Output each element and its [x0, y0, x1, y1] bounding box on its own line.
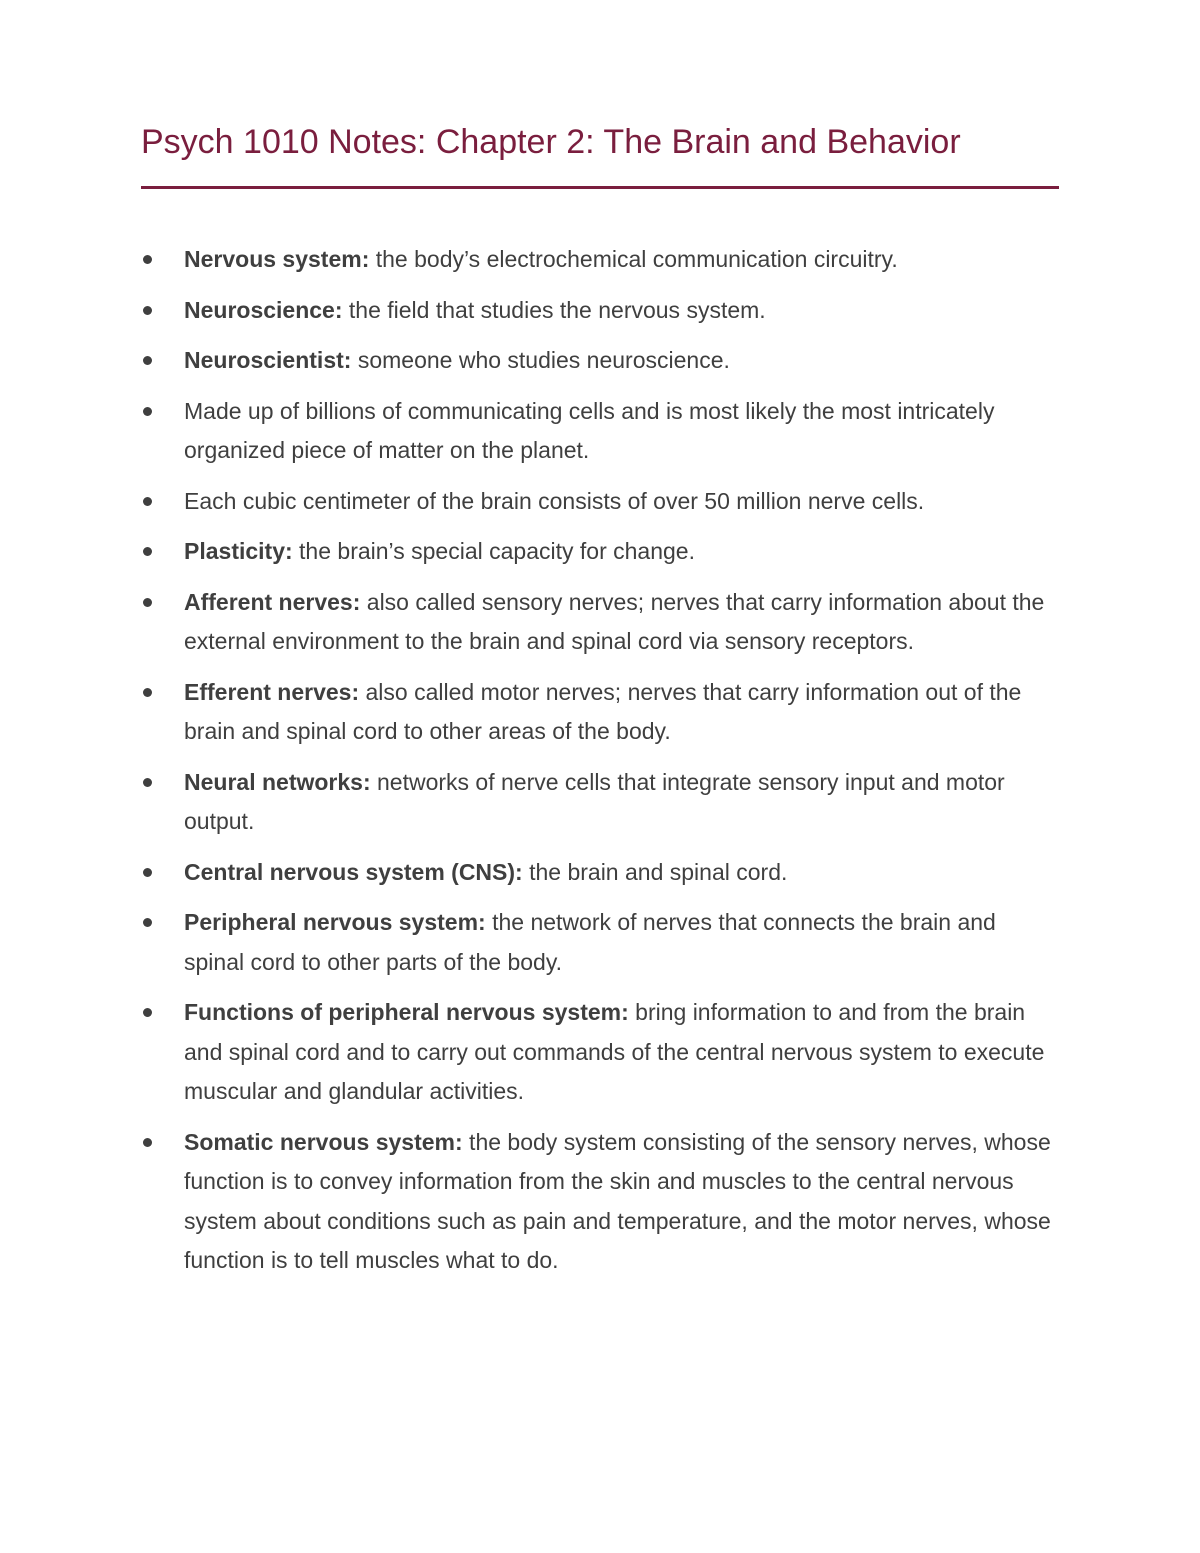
note-definition: someone who studies neuroscience.: [351, 347, 730, 373]
notes-list: [141, 240, 1061, 1292]
note-term: Neuroscience:: [184, 296, 343, 323]
note-term: Plasticity:: [184, 538, 293, 564]
list-item: [141, 240, 1061, 280]
bullet-icon: [143, 778, 152, 787]
bullet-icon: [143, 306, 152, 315]
list-item: [141, 291, 1061, 331]
bullet-icon: [143, 1008, 152, 1017]
list-item: [141, 853, 1061, 893]
bullet-icon: [143, 1138, 152, 1147]
note-definition: the field that studies the nervous system.: [342, 296, 766, 323]
note-term: Efferent nerves:: [184, 678, 360, 705]
note-definition: also called motor nerves; nerves that carry information out of the brain and spinal cord to other areas of the body.: [184, 678, 1022, 744]
list-item: [141, 532, 1061, 572]
list-item: [141, 763, 1061, 842]
note-definition: networks of nerve cells that integrate sensory input and motor output.: [184, 768, 1005, 834]
list-item: [141, 341, 1061, 381]
bullet-icon: [143, 547, 152, 556]
title-underline: [141, 186, 1059, 189]
note-term: Neuroscientist:: [184, 347, 352, 373]
note-term: Central nervous system (CNS):: [184, 858, 523, 885]
bullet-icon: [143, 918, 152, 927]
note-term: Nervous system:: [184, 246, 370, 272]
page-title: Psych 1010 Notes: Chapter 2: The Brain and Behavior: [141, 123, 961, 161]
bullet-icon: [143, 255, 152, 264]
note-term: Functions of peripheral nervous system:: [184, 999, 629, 1025]
note-definition: the brain’s special capacity for change.: [292, 538, 695, 564]
note-definition: the body system consisting of the sensory nerves, whose function is to convey information from the skin and muscles to the central nervous system about conditions such as pain and temperature, and the motor nerves, whose function is to tell muscles what to do.: [184, 1128, 1051, 1273]
bullet-icon: [143, 356, 152, 365]
bullet-icon: [143, 497, 152, 506]
note-term: Somatic nervous system:: [184, 1128, 463, 1155]
list-item: [141, 903, 1061, 982]
list-item: [141, 482, 1061, 522]
bullet-icon: [143, 407, 152, 416]
note-definition: bring information to and from the brain and spinal cord and to carry out commands of the central nervous system to execute muscular and glandular activities.: [184, 999, 1045, 1104]
list-item: [141, 1123, 1061, 1281]
note-term: Neural networks:: [184, 768, 371, 795]
list-item: [141, 673, 1061, 752]
note-term: Peripheral nervous system:: [184, 909, 486, 935]
note-definition: the brain and spinal cord.: [522, 858, 788, 885]
note-definition: Made up of billions of communicating cells and is most likely the most intricately organized piece of matter on the planet.: [184, 397, 995, 463]
note-term: Afferent nerves:: [184, 588, 361, 615]
note-definition: the body’s electrochemical communication circuitry.: [369, 246, 898, 272]
note-definition: also called sensory nerves; nerves that carry information about the external environment to the brain and spinal cord via sensory receptors.: [184, 588, 1045, 654]
bullet-icon: [143, 688, 152, 697]
list-item: [141, 392, 1061, 471]
note-definition: Each cubic centimeter of the brain consists of over 50 million nerve cells.: [184, 487, 925, 514]
list-item: [141, 583, 1061, 662]
bullet-icon: [143, 868, 152, 877]
bullet-icon: [143, 598, 152, 607]
note-definition: the network of nerves that connects the brain and spinal cord to other parts of the body.: [184, 909, 996, 975]
list-item: [141, 993, 1061, 1112]
